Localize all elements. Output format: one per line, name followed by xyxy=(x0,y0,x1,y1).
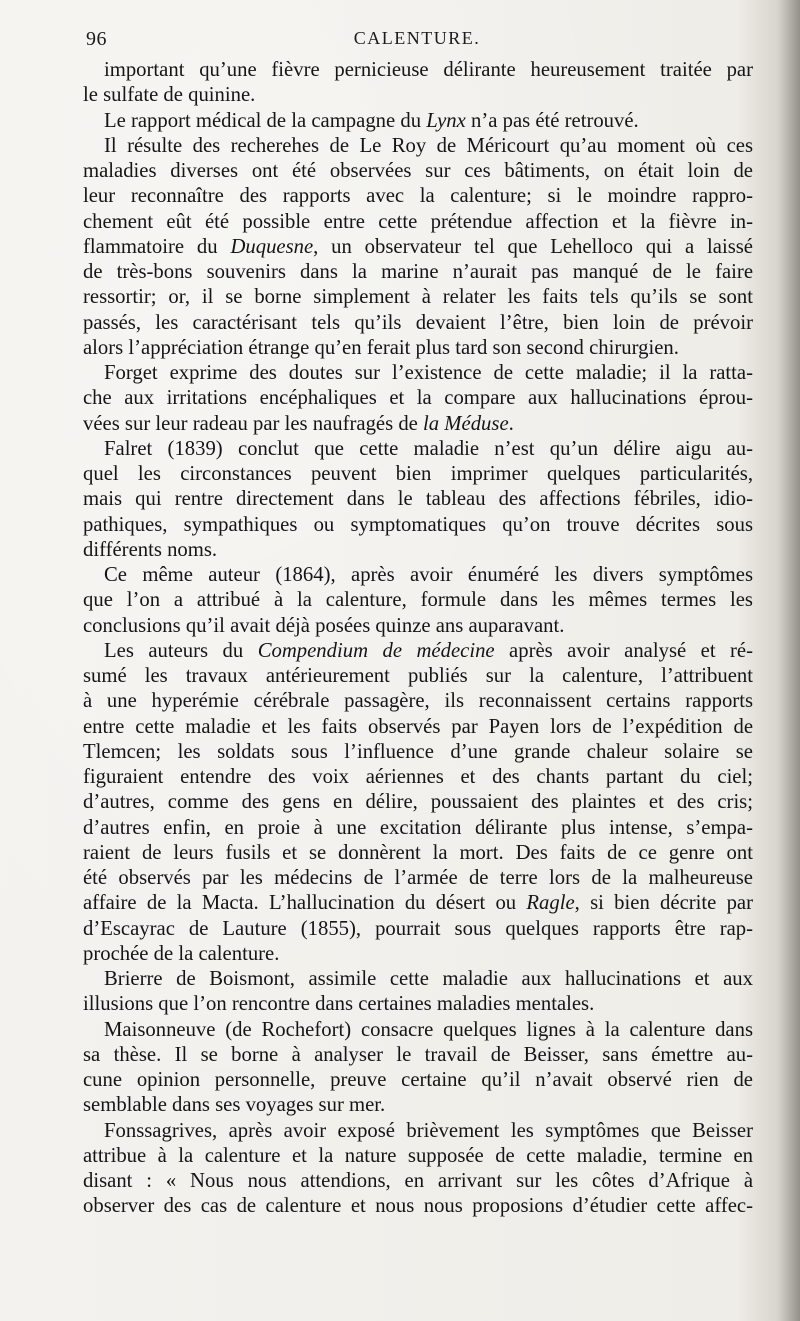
text-line: été observés par les médecins de l’armée de terre lors de la malheureuse xyxy=(83,867,753,889)
text-line: Fonssagrives, après avoir exposé brièvement les symptômes que Beisser xyxy=(104,1119,753,1142)
text-line: entre cette maladie et les faits observés par Payen lors de l’expédition de xyxy=(83,715,753,738)
paragraph xyxy=(83,58,753,109)
italic-title: la Méduse xyxy=(423,412,509,435)
text-line: d’autres, comme des gens en délire, poussaient des plaintes et des cris; xyxy=(83,791,753,814)
line-text: vées sur leur radeau par les naufragés de xyxy=(83,412,424,435)
text-line: chement eût été possible entre cette prétendue affection et la fièvre in- xyxy=(83,210,753,233)
line-text: . xyxy=(508,412,514,435)
text-line: Ce même auteur (1864), après avoir énuméré les divers symptômes xyxy=(104,564,753,586)
text-line: attribue à la calenture et la nature supposée de cette maladie, termine en xyxy=(83,1144,753,1167)
line-text: , un observateur tel que Lehelloco qui a laissé xyxy=(313,235,753,258)
paragraph xyxy=(83,437,753,563)
text-line: alors l’appréciation étrange qu’en ferait plus tard son second chirurgien. xyxy=(83,336,679,359)
paragraph xyxy=(83,134,753,361)
text-line xyxy=(83,639,753,664)
page-number: 96 xyxy=(86,28,107,50)
line-text: flammatoire du xyxy=(83,235,231,258)
text-line: Maisonneuve (de Rochefort) consacre quelques lignes à la calenture dans xyxy=(104,1018,753,1041)
text-line: conclusions qu’il avait déjà posées quinze ans auparavant. xyxy=(83,614,565,637)
paragraph xyxy=(83,563,753,639)
text-line: différents noms. xyxy=(83,538,218,561)
page-header xyxy=(86,28,748,58)
body-text xyxy=(83,58,753,1220)
paragraph xyxy=(83,967,753,1018)
italic-title: Duquesne xyxy=(230,235,314,258)
text-line: passés, les caractérisant tels qu’ils devaient l’être, bien loin de prévoir xyxy=(83,311,753,334)
paragraph xyxy=(83,1119,753,1220)
text-line: che aux irritations encéphaliques et la compare aux hallucinations éprou- xyxy=(83,387,753,410)
text-line: leur reconnaître des rapports avec la calenture; si le moindre rappro- xyxy=(83,185,753,208)
text-line: important qu’une fièvre pernicieuse délirante heureusement traitée par xyxy=(104,59,753,81)
text-line: sa thèse. Il se borne à analyser le travail de Beisser, sans émettre au- xyxy=(83,1043,753,1066)
text-line: cune opinion personnelle, preuve certaine qu’il n’avait observé rien de xyxy=(83,1069,753,1091)
text-line: illusions que l’on rencontre dans certaines maladies mentales. xyxy=(83,993,595,1016)
text-line: d’Escayrac de Lauture (1855), pourrait sous quelques rapports être rap- xyxy=(83,917,753,940)
paragraph xyxy=(83,109,753,134)
text-line: raient de leurs fusils et se donnèrent la mort. Des faits de ce genre ont xyxy=(83,841,753,864)
text-line: pathiques, sympathiques ou symptomatiques qu’on trouve décrites sous xyxy=(83,513,753,536)
text-line: Falret (1839) conclut que cette maladie n’est qu’un délire aigu au- xyxy=(104,437,753,460)
text-line: Tlemcen; les soldats sous l’influence d’une grande chaleur solaire se xyxy=(83,740,753,763)
text-line xyxy=(83,235,753,260)
text-line: disant : « Nous nous attendions, en arrivant sur les côtes d’Afrique à xyxy=(83,1170,753,1192)
italic-title: Compendium de médecine xyxy=(257,639,495,662)
italic-title: Lynx xyxy=(426,109,466,132)
text-line: d’autres enfin, en proie à une excitation délirante plus intense, s’empa- xyxy=(83,816,753,839)
text-line: Forget exprime des doutes sur l’existence de cette maladie; il la ratta- xyxy=(104,362,753,384)
text-line: quel les circonstances peuvent bien imprimer quelques particularités, xyxy=(83,463,753,485)
text-line: semblable dans ses voyages sur mer. xyxy=(83,1094,386,1117)
text-line xyxy=(83,109,753,134)
text-line: Il résulte des recherehes de Le Roy de Méricourt qu’au moment où ces xyxy=(104,134,753,157)
text-line: figuraient entendre des voix aériennes et des chants partant du ciel; xyxy=(83,766,753,788)
text-line: observer des cas de calenture et nous nous proposions d’étudier cette affec- xyxy=(83,1195,753,1218)
text-line: Brierre de Boismont, assimile cette maladie aux hallucinations et aux xyxy=(104,968,753,990)
text-line: à une hyperémie cérébrale passagère, ils reconnaissent certains rapports xyxy=(83,690,753,713)
italic-title: Ragle xyxy=(526,892,575,915)
text-line: maladies diverses ont été observées sur ces bâtiments, on était loin de xyxy=(83,160,753,182)
text-line: sumé les travaux antérieurement publiés sur la calenture, l’attribuent xyxy=(83,665,753,687)
paragraph xyxy=(83,1018,753,1119)
text-line xyxy=(83,412,753,437)
line-text: , si bien décrite par xyxy=(574,892,753,915)
text-line: le sulfate de quinine. xyxy=(83,84,256,107)
page-edge-shadow xyxy=(778,0,800,1321)
text-line: ressortir; or, il se borne simplement à relater les faits tels qu’ils se sont xyxy=(83,286,753,309)
text-line: de très-bons souvenirs dans la marine n’aurait pas manqué de le faire xyxy=(83,261,753,283)
line-text: Le rapport médical de la campagne du xyxy=(104,109,427,132)
line-text: Les auteurs du xyxy=(104,639,258,662)
line-text: après avoir analysé et ré- xyxy=(494,639,753,662)
text-line xyxy=(83,891,753,916)
paragraph xyxy=(83,361,753,437)
running-title: CALENTURE. xyxy=(353,28,481,48)
paragraph xyxy=(83,639,753,967)
line-text: affaire de la Macta. L’hallucination du désert ou xyxy=(83,892,527,915)
text-line: mais qui rentre directement dans le tableau des affections fébriles, idio- xyxy=(83,488,753,511)
line-text: n’a pas été retrouvé. xyxy=(465,109,639,132)
text-line: que l’on a attribué à la calenture, formule dans les mêmes termes les xyxy=(83,589,753,612)
text-line: prochée de la calenture. xyxy=(83,942,280,965)
